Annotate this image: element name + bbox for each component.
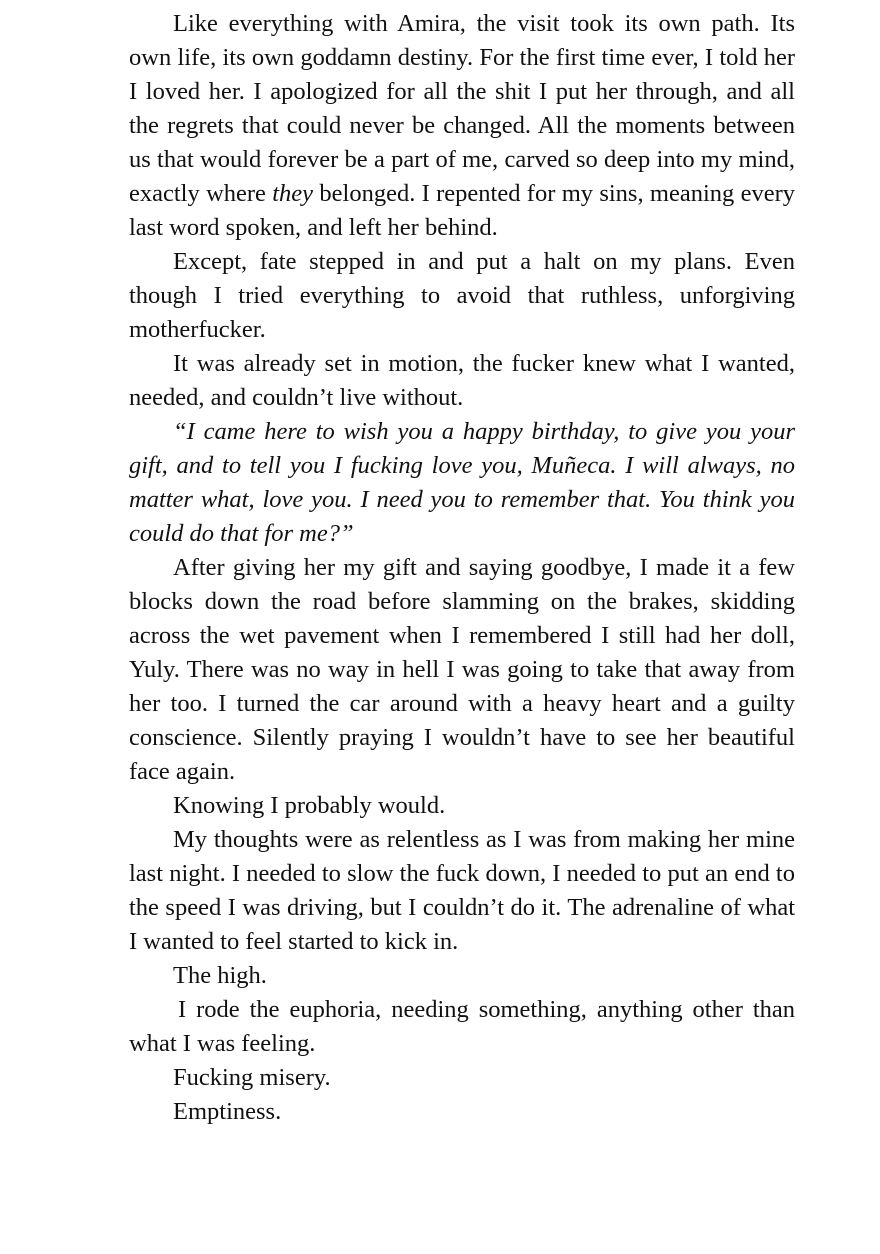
paragraph-1-text-start: Like everything with Amira, the visit took its own path. Its own life, its own goddamn destiny. For the first time ever, I told her I loved her. I apologized for all the shit I put her through, and all the regrets that could never be changed. All the moments between us that would forever be a part of me, carved so deep into my mind, exactly where — [129, 10, 795, 207]
paragraph-1-emphasis: they — [272, 180, 314, 207]
paragraph-3: It was already set in motion, the fucker knew what I wanted, needed, and couldn’t live without. — [129, 350, 795, 411]
paragraph-1 — [129, 7, 795, 245]
italic-quote-paragraph: “I came here to wish you a happy birthday, to give you your gift, and to tell you I fucking love you, Muñeca. I will always, no matter what, love you. I need you to remember that. You think you could do that for me?” — [129, 418, 795, 547]
book-page — [129, 7, 795, 1129]
paragraph-9: I rode the euphoria, needing something, anything other than what I was feeling. — [129, 996, 795, 1057]
paragraph-7: My thoughts were as relentless as I was from making her mine last night. I needed to slow the fuck down, I needed to put an end to the speed I was driving, but I couldn’t do it. The adrenaline of what I wanted to feel started to kick in. — [129, 826, 795, 955]
paragraph-2: Except, fate stepped in and put a halt on my plans. Even though I tried everything to avoid that ruthless, unforgiving motherfucker. — [129, 248, 795, 343]
paragraph-1-text-end: belonged. I repented for my sins, meaning every last word spoken, and left her behind. — [129, 180, 795, 241]
paragraph-6: Knowing I probably would. — [173, 792, 446, 819]
paragraph-8: The high. — [173, 962, 267, 989]
paragraph-10: Fucking misery. — [173, 1064, 331, 1091]
paragraph-5: After giving her my gift and saying goodbye, I made it a few blocks down the road before slamming on the brakes, skidding across the wet pavement when I remembered I still had her doll, Yuly. There was no way in hell I was going to take that away from her too. I turned the car around with a heavy heart and a guilty conscience. Silently praying I wouldn’t have to see her beautiful face again. — [129, 554, 795, 785]
paragraph-11: Emptiness. — [173, 1098, 282, 1125]
